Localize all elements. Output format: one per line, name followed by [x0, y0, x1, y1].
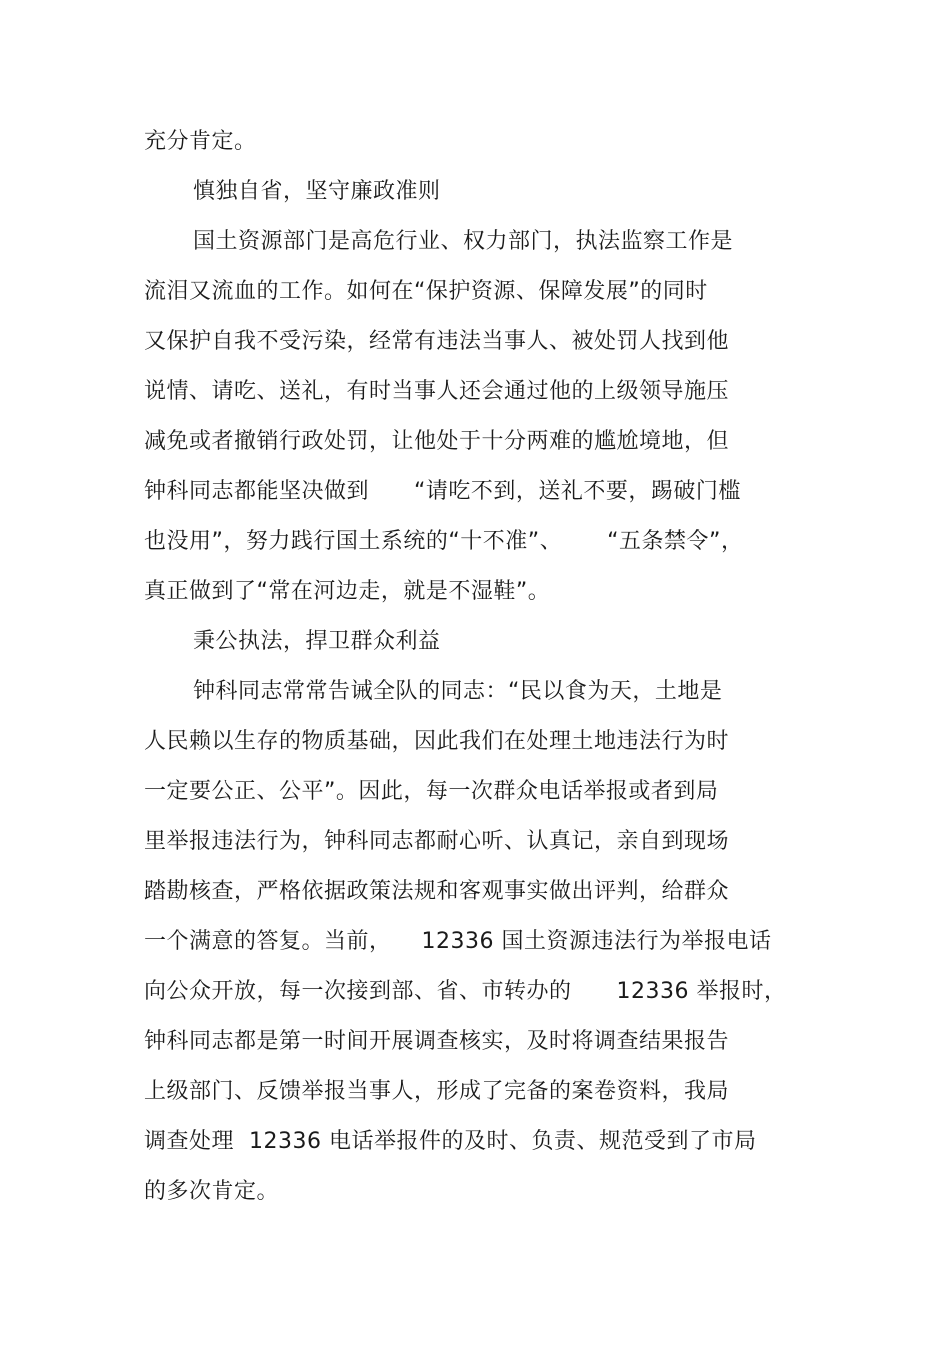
- paragraph-line: 向公众开放，每一次接到部、省、市转办的 12336 举报时，: [144, 979, 787, 1004]
- paragraph-line: 的多次肯定。: [144, 1179, 280, 1204]
- paragraph-line: 一个满意的答复。当前， 12336 国土资源违法行为举报电话: [144, 929, 772, 954]
- paragraph-line: 调查处理 12336 电话举报件的及时、负责、规范受到了市局: [144, 1129, 757, 1154]
- paragraph-line: 一定要公正、公平”。因此，每一次群众电话举报或者到局: [144, 779, 719, 804]
- paragraph-line: 人民赖以生存的物质基础，因此我们在处理土地违法行为时: [144, 729, 730, 754]
- paragraph-line: 流泪又流血的工作。如何在“保护资源、保障发展”的同时: [144, 279, 708, 304]
- paragraph-line: 里举报违法行为，钟科同志都耐心听、认真记，亲自到现场: [144, 829, 730, 854]
- paragraph-line: 又保护自我不受污染，经常有违法当事人、被处罚人找到他: [144, 329, 730, 354]
- paragraph-line: 说情、请吃、送礼，有时当事人还会通过他的上级领导施压: [144, 379, 730, 404]
- paragraph-line: 真正做到了“常在河边走，就是不湿鞋”。: [144, 579, 551, 604]
- paragraph-line: 充分肯定。: [144, 129, 257, 154]
- paragraph-line: 国土资源部门是高危行业、权力部门，执法监察工作是: [193, 229, 734, 254]
- paragraph-line: 钟科同志都是第一时间开展调查核实，及时将调查结果报告: [144, 1029, 730, 1054]
- paragraph-line: 踏勘核查，严格依据政策法规和客观事实做出评判，给群众: [144, 879, 730, 904]
- section-heading: 慎独自省，坚守廉政准则: [193, 179, 441, 204]
- paragraph-line: 上级部门、反馈举报当事人，形成了完备的案卷资料，我局: [144, 1079, 730, 1104]
- paragraph-line: 钟科同志都能坚决做到 “请吃不到，送礼不要，踢破门槛: [144, 479, 741, 504]
- paragraph-line: 也没用”，努力践行国土系统的“十不准”、 “五条禁令”，: [144, 529, 744, 554]
- section-heading: 秉公执法，捍卫群众利益: [193, 629, 441, 654]
- paragraph-line: 减免或者撤销行政处罚，让他处于十分两难的尴尬境地，但: [144, 429, 730, 454]
- paragraph-line: 钟科同志常常告诫全队的同志：“民以食为天，土地是: [193, 679, 723, 704]
